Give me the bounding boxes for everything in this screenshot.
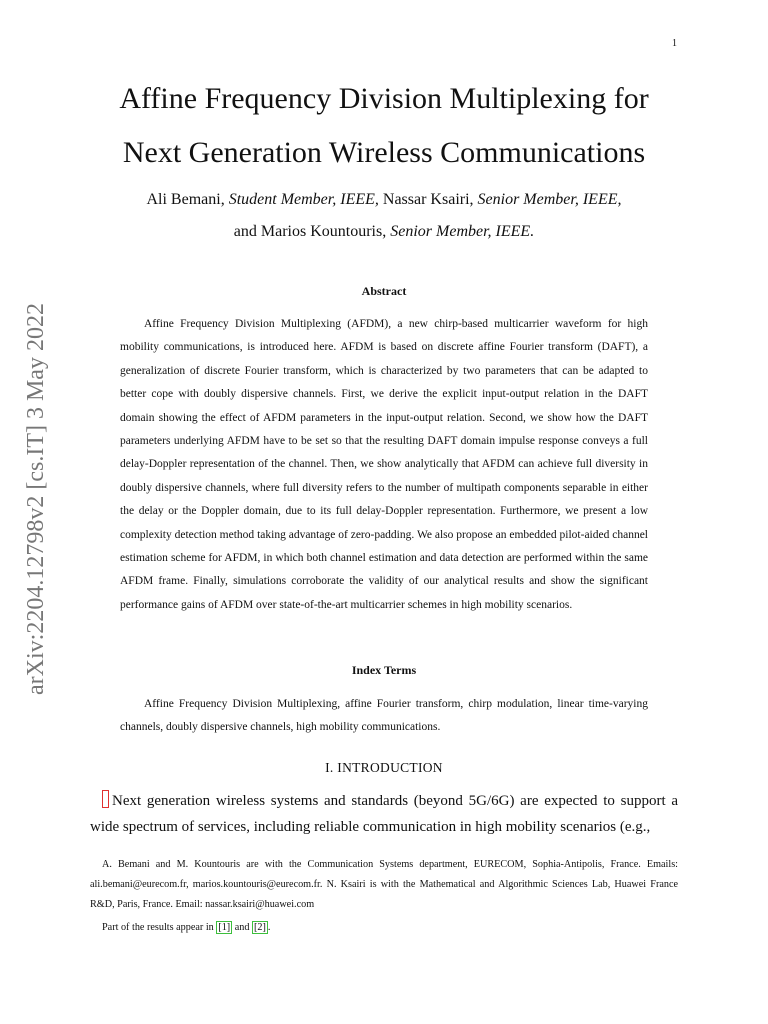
title-line-2: Next Generation Wireless Communications: [122, 136, 646, 169]
arxiv-identifier-text: arXiv:2204.12798v2 [cs.IT] 3 May 2022: [23, 303, 49, 695]
paper-title: [60, 72, 708, 180]
author-3-name: and Marios Kountouris,: [233, 223, 387, 240]
author-2-role: Senior Member, IEEE,: [477, 191, 622, 208]
citation-link-2[interactable]: [2]: [254, 922, 266, 933]
results-end: .: [267, 922, 271, 933]
affiliation-footnote: A. Bemani and M. Kountouris are with the Communication Systems department, EURECOM, Sophia-Antipolis, France. Emails: ali.bemani@eurecom.fr, marios.kountouris@eurecom.fr. N. Ksairi is with the Mathematical and Algorithmic Sciences Lab, Huawei France R&D, Paris, France. Email: nassar.ksairi@huawei.com: [90, 859, 678, 910]
results-prefix: Part of the results appear in: [102, 922, 214, 933]
title-line-1: Affine Frequency Division Multiplexing for: [119, 82, 649, 115]
author-block: [60, 184, 708, 248]
index-terms-heading: Index Terms: [351, 663, 417, 677]
introduction-heading: I. INTRODUCTION: [325, 760, 443, 775]
page-number: 1: [672, 38, 677, 49]
citation-link-1[interactable]: [1]: [218, 922, 231, 933]
author-2-name: Nassar Ksairi,: [382, 191, 474, 208]
abstract-heading: Abstract: [361, 284, 407, 298]
introduction-text: [90, 788, 678, 840]
author-line-2: [60, 216, 708, 248]
introduction-paragraph: Next generation wireless systems and standards (beyond 5G/6G) are expected to support a wide spectrum of services, including reliable communication in high mobility scenarios (e.g.,: [90, 793, 678, 835]
author-line-1: [60, 184, 708, 216]
text-cursor-marker: [102, 790, 109, 808]
results-conjunction: and: [234, 922, 250, 933]
index-terms-text: Affine Frequency Division Multiplexing, affine Fourier transform, chirp modulation, linear time-varying channels, doubly dispersive channels, high mobility communications.: [120, 698, 648, 734]
abstract-text: Affine Frequency Division Multiplexing (AFDM), a new chirp-based multicarrier waveform for high mobility communications, is introduced here. AFDM is based on discrete affine Fourier transform (DAFT), a generalization of discrete Fourier transform, which is characterized by two parameters that can be adapted to better cope with doubly dispersive channels. First, we derive the explicit input-output relation in the DAFT domain showing the effect of AFDM parameters in the input-output relation. Second, we show how the DAFT parameters underlying AFDM have to be set so that the resulting DAFT domain impulse response conveys a full delay-Doppler representation of the channel. Then, we show analytically that AFDM can achieve full diversity in doubly dispersive channels, where full diversity refers to the number of multipath components separable in either the delay or the Doppler domain, due to its full delay-Doppler representation. Furthermore, we present a low complexity detection method taking advantage of zero-padding. We also propose an embedded pilot-aided channel estimation scheme for AFDM, in which both channel estimation and data detection are performed within the same AFDM frame. Finally, simulations corroborate the validity of our analytical results and show the significant performance gains of AFDM over state-of-the-art multicarrier schemes in high mobility scenarios.: [120, 318, 648, 611]
arxiv-identifier-stamp: [14, 283, 58, 715]
author-3-role: Senior Member, IEEE.: [390, 223, 535, 240]
results-footnote: [90, 918, 678, 938]
author-1-role: Student Member, IEEE,: [228, 191, 379, 208]
author-1-name: Ali Bemani,: [146, 191, 225, 208]
